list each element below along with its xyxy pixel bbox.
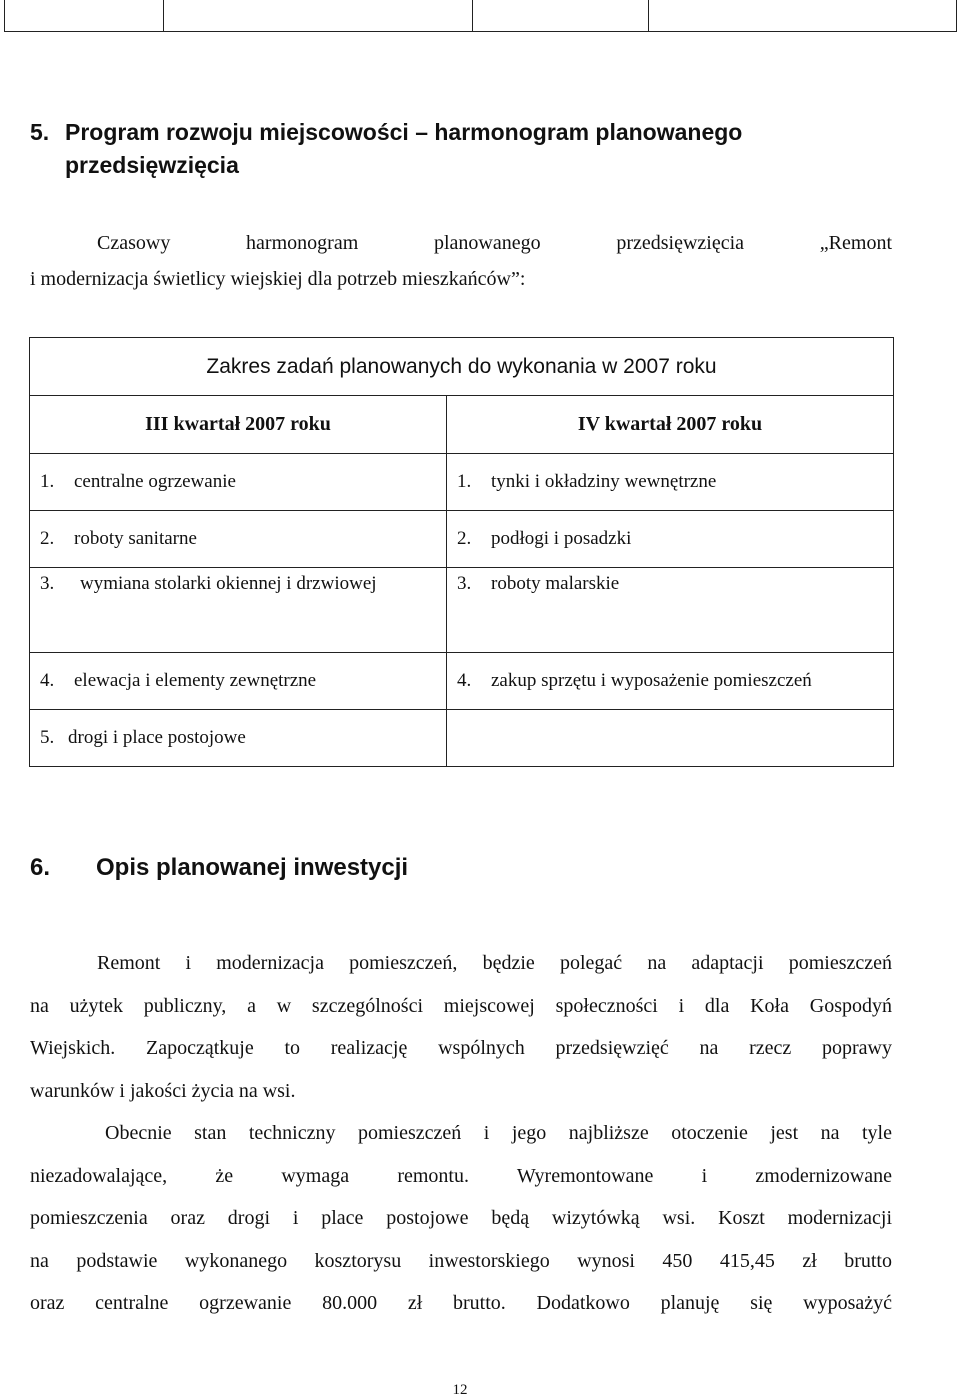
intro-paragraph: [30, 225, 892, 297]
paragraph-line: Wiejskich. Zapoczątkuje to realizację wspólnych przedsięwzięć na rzecz poprawy: [30, 1037, 892, 1059]
paragraph-line: oraz centralne ogrzewanie 80.000 zł brutto. Dodatkowo planuję się wyposażyć: [30, 1292, 892, 1315]
q4-task: 3. roboty malarskie: [447, 568, 894, 653]
intro-line: Czasowy harmonogram planowanego przedsięwzięcia „Remont: [97, 232, 892, 254]
paragraph-line: na użytek publiczny, a w szczególności miejscowej społeczności i dla Koła Gospodyń: [30, 994, 892, 1017]
paragraph-line: warunków i jakości życia na wsi.: [30, 1079, 296, 1102]
section-6-heading: [30, 851, 408, 885]
page-number: 12: [452, 1382, 468, 1398]
section-5-heading: [30, 116, 910, 182]
section-6-title: Opis planowanej inwestycji: [96, 854, 409, 881]
intro-line: i modernizacja świetlicy wiejskiej dla potrzeb mieszkańców”:: [30, 268, 526, 290]
section-5-number: 5.: [30, 119, 50, 145]
q3-task: 2. roboty sanitarne: [30, 511, 447, 568]
section-5-title-line2: przedsięwzięcia: [65, 152, 239, 178]
q4-task: 2. podłogi i posadzki: [447, 511, 894, 568]
section-6-number: 6.: [30, 854, 51, 881]
q3-task: 5. drogi i place postojowe: [30, 710, 447, 767]
q3-task: 1. centralne ogrzewanie: [30, 454, 447, 511]
schedule-table-header: Zakres zadań planowanych do wykonania w 2007 roku: [30, 338, 894, 396]
paragraph-line: na podstawie wykonanego kosztorysu inwestorskiego wynosi 450 415,45 zł brutto: [30, 1249, 892, 1272]
paragraph-line: niezadowalające, że wymaga remontu. Wyremontowane i zmodernizowane: [30, 1164, 892, 1187]
q3-header: III kwartał 2007 roku: [30, 396, 447, 454]
description-paragraph-1: [30, 942, 892, 1112]
q4-task: 1. tynki i okładziny wewnętrzne: [447, 454, 894, 511]
section-5-title-line1: Program rozwoju miejscowości – harmonogram planowanego: [65, 119, 743, 145]
q4-header: IV kwartał 2007 roku: [447, 396, 894, 454]
paragraph-line: pomieszczenia oraz drogi i place postojowe będą wizytówką wsi. Koszt modernizacji: [30, 1207, 892, 1230]
q4-task: 4. zakup sprzętu i wyposażenie pomieszczeń: [447, 653, 894, 710]
paragraph-line: Remont i modernizacja pomieszczeń, będzie polegać na adaptacji pomieszczeń: [97, 952, 892, 974]
q3-task: 3. wymiana stolarki okiennej i drzwiowej: [30, 568, 447, 653]
q3-task: 4. elewacja i elementy zewnętrzne: [30, 653, 447, 710]
description-paragraph-2: [30, 1112, 892, 1325]
previous-table-remnant: [0, 0, 960, 34]
paragraph-line: Obecnie stan techniczny pomieszczeń i jego najbliższe otoczenie jest na tyle: [105, 1122, 892, 1144]
schedule-table: [29, 337, 894, 767]
empty-cell: [447, 710, 894, 767]
